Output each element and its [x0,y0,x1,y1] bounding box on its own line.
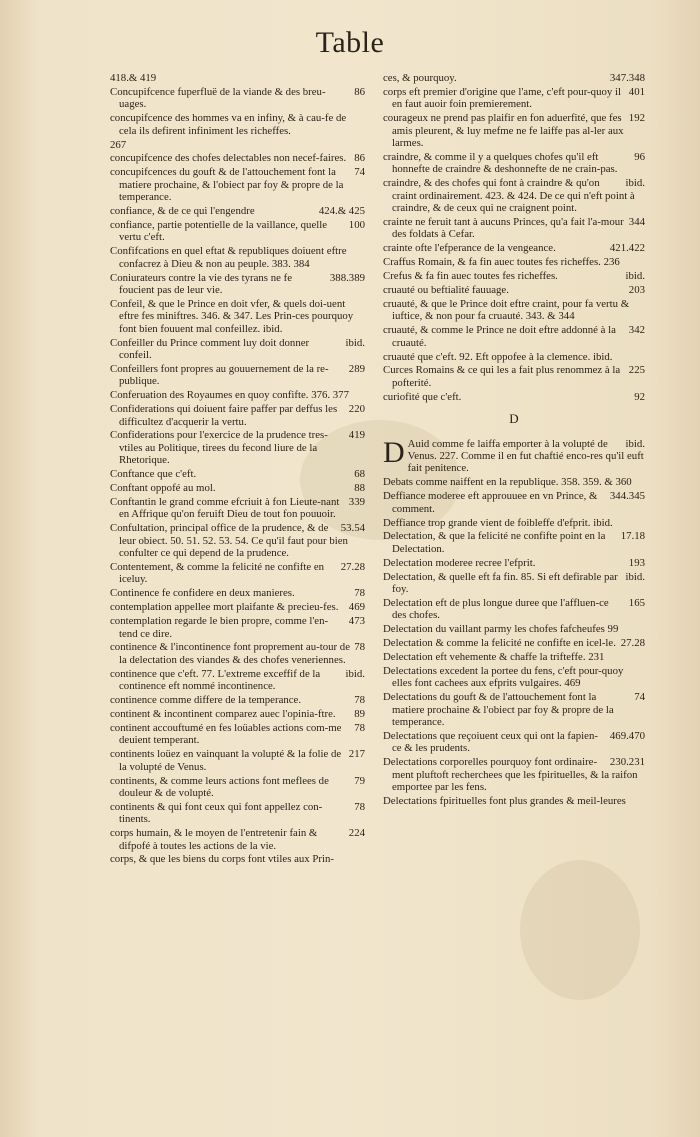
index-entry [110,337,365,362]
page-number: 289 [348,362,365,375]
entry-text: continents loüez en vainquant la volupté & la folie de la volupté de Venus. [110,748,342,773]
entry-text: ces, & pourquoy. [383,72,457,84]
page-number: 469.470 [609,730,645,742]
page-number: ibid. [625,270,645,283]
entry-text: Delectation, & quelle eft fa fin. 85. Si eft defirable par foy. [383,570,618,596]
entry-text: concupifcences du gouft & de l'attouchement font la matiere prochaine, & l'obiect par foy & propre de la temperance. [110,166,344,204]
page-number: 421.422 [609,242,645,255]
index-entry [110,72,365,84]
index-entry [383,756,645,793]
entry-text: continence que c'eft. 77. L'extreme exceffif de la continence eft nommé incontinence. [110,667,321,693]
entry-text: Delectations fpirituelles font plus grandes & meil-leures [383,795,626,808]
entry-text: confiance, & de ce qui l'engendre [110,205,255,218]
entry-text: continence comme differe de la temperance. [110,694,302,707]
index-entry [383,177,645,214]
page-number: 192 [628,112,645,125]
entry-text: Delectation eft de plus longue duree que l'affluen-ce des chofes. [383,596,609,622]
index-entry [383,476,645,488]
page-number: 217 [348,748,365,761]
page-number: ibid. [625,570,645,583]
page-number: 68 [354,468,365,481]
index-entry [110,166,365,203]
page-number: ibid. [625,177,645,190]
entry-text: Continence fe confidere en deux manieres. [110,587,295,600]
index-entry [110,708,365,720]
index-entry [110,615,365,640]
entry-text: Conftant oppofé au mol. [110,482,216,495]
index-entry [110,801,365,826]
page-number: 78 [354,641,365,654]
entry-text: continence & l'incontinence font proprement au-tour de la delectation des viandes & des chofes veneriennes. [110,641,350,666]
page-number: 100 [348,218,365,231]
page-number: 225 [628,364,645,377]
entry-text: continents & qui font ceux qui font appellez con-tinents. [110,800,323,826]
page-number: 344.345 [609,490,645,503]
index-entry [110,468,365,480]
index-entry [383,284,645,296]
index-entry [110,389,365,401]
entry-text: Confeillers font propres au gouuernement de la re-publique. [110,362,329,388]
entry-text: Coniurateurs contre la vie des tyrans ne fe foucient pas de leur vie. [110,271,292,296]
right-column-entries [383,72,645,403]
page-number: 388.389 [329,271,365,284]
entry-text: Deffiance trop grande vient de foibleffe d'efprit. ibid. [383,516,613,529]
entry-text: Crefus & fa fin auec toutes fes richeffes. [383,270,558,283]
page-number: 78 [354,694,365,707]
entry-text: Conftance que c'eft. [110,468,197,481]
index-entry [383,665,645,690]
index-entry [110,587,365,599]
index-entry [383,730,645,755]
index-entry [383,72,645,84]
entry-text: cruauté ou beftialité fauuage. [383,284,509,296]
entry-text: craindre, & comme il y a quelques chofes qu'il eft honnefte de craindre & deshonnefte de ne crain-pas. [383,150,618,176]
entry-text: Delectation moderee recree l'efprit. [383,556,536,569]
entry-text: concupifcence des chofes delectables non necef-faires. [110,152,347,165]
index-entry [383,112,645,149]
entry-text: continent accouftumé en fes loüables actions com-me deuient temperant. [110,721,342,747]
page-number: 342 [628,324,645,337]
entry-text: contemplation regarde le bien propre, comme l'en-tend ce dire. [110,615,329,640]
index-entry [110,363,365,388]
index-entry [110,298,365,335]
entry-text: concupifcence des hommes va en infiny, & à cau-fe de cela ils defirent infiniment les richeffes. [110,112,347,137]
paper-stain [520,860,640,1000]
page-number: 86 [354,152,365,165]
entry-text: cruauté, & que le Prince doit eftre craint, pour fa vertu & iuftice, & non pour fa cruauté. 343. & 344 [383,297,630,323]
index-entry [383,151,645,176]
index-entry [383,364,645,389]
entry-text: cruauté que c'eft. 92. Eft oppofee à la clemence. ibid. [383,350,613,363]
index-entry [110,245,365,270]
entry-text: Craffus Romain, & fa fin auec toutes fes richeffes. 236 [383,256,620,269]
page-number: 165 [628,596,645,609]
index-entry [110,853,365,865]
index-entry [110,775,365,800]
index-entry [383,86,645,111]
entry-text: Confultation, principal office de la prudence, & de leur obiect. 50. 51. 52. 53. 54. Ce qu'il faut pour bien confulter ce qui depend de la prudence. [110,522,348,560]
index-entry [383,651,645,663]
entry-text: Delectation eft vehemente & chaffe la trifteffe. 231 [383,651,605,664]
entry-text: Curces Romains & ce qui les a fait plus renommez à la pofterité. [383,364,621,389]
index-entry [110,522,365,559]
index-entry [110,152,365,164]
index-entry [383,490,645,515]
index-entry [110,205,365,217]
entry-text: corps eft premier d'origine que l'ame, c'eft pour-quoy il en faut auoir foin premierement. [383,85,621,111]
entry-text: Auid comme fe laiffa emporter à la volupté de Venus. 227. Comme il en fut chaftié enco-res qu'il euft fait penitence. [407,437,644,475]
entry-text: Delectations que reçoiuent ceux qui ont la fapien-ce & les prudents. [383,730,598,755]
entry-text: Contentement, & comme la felicité ne confifte en iceluy. [110,561,325,586]
page-number: ibid. [345,667,365,680]
index-entry [110,272,365,297]
page-number: 74 [354,166,365,179]
index-entry [383,242,645,254]
page-number: 27.28 [340,561,365,574]
page-number: 78 [354,587,365,600]
index-entry [110,429,365,466]
page-number: 74 [634,691,645,704]
index-entry [110,219,365,244]
index-entry [383,298,645,323]
page-number: 79 [354,774,365,787]
page-number: 17.18 [620,530,645,543]
index-entry [383,557,645,569]
page-number: 344 [628,215,645,228]
entry-text: Concupifcence fuperfluë de la viande & des breu-uages. [110,85,326,111]
page-number: 473 [348,615,365,628]
entry-text: Conferuation des Royaumes en quoy confifte. 376. 377 [110,389,349,402]
entry-text: Debats comme naiffent en la republique. 358. 359. & 360 [383,476,632,489]
entry-text: Delectation, & que la felicité ne confifte point en la Delectation. [383,530,606,555]
index-entry [110,403,365,428]
page-title: Table [315,26,385,59]
right-column [383,72,645,809]
index-entry [110,482,365,494]
entry-text: craindre, & des chofes qui font à craindre & qu'on craint ordinairement. 423. & 424. De ce qui n'eft point à craindre, & de ceux qui ne craignent point. [383,177,635,215]
page-number: ibid. [345,336,365,349]
section-letter: D [509,411,519,427]
entry-text: corps humain, & le moyen de l'entretenir fain & difpofé à toutes les actions de la vie. [110,827,318,852]
entry-text: Delectations du gouft & de l'attouchement font la matiere prochaine & l'obiect par foy & propre de la temperance. [383,691,614,729]
index-entry [110,112,365,137]
page-number: 224 [348,827,365,840]
page-number: 203 [628,284,645,296]
page-number: 469 [348,601,365,614]
index-entry [383,351,645,363]
index-entry [383,597,645,622]
page-number: 424.& 425 [318,205,365,218]
index-entry [110,601,365,613]
index-entry [110,139,365,151]
page-number: 27.28 [620,637,645,650]
entry-text: continents, & comme leurs actions font meflees de douleur & de volupté. [110,774,329,799]
index-entry [383,216,645,241]
entry-text: cruauté, & comme le Prince ne doit eftre addonné à la cruauté. [383,324,616,349]
index-entry [383,691,645,728]
page-number: 339 [348,496,365,508]
index-entry [383,256,645,268]
index-entry [110,668,365,693]
entry-text: continent & incontinent comparez auec l'opinia-ftre. [110,708,336,720]
index-entry [110,827,365,852]
index-entry [110,748,365,773]
page-number: 78 [354,800,365,813]
entry-text: contemplation appellee mort plaifante & precieu-fes. [110,601,339,614]
entry-text: crainte ne feruit tant à aucuns Princes, qu'a fait l'a-mour des foldats à Cefar. [383,215,624,241]
entry-text: Delectations excedent la portee du fens, c'eft pour-quoy elles font cachees aux efprits vulgaires. 469 [383,664,624,690]
entry-text: Delectation du vaillant parmy les chofes fafcheufes 99 [383,623,619,636]
page-number: 92 [634,390,645,403]
page-number: 193 [628,556,645,569]
index-entry [110,694,365,706]
page-number: 96 [634,150,645,163]
index-entry [383,637,645,649]
page-number: 220 [348,403,365,416]
index-entry [383,270,645,282]
drop-cap: D [383,435,405,469]
page-number: 230.231 [609,756,645,769]
entry-text: 418.& 419 [110,72,157,84]
page-number: 53.54 [340,522,365,535]
index-entry [110,86,365,111]
page-number: 88 [354,482,365,495]
entry-text: Confiderations qui doiuent faire paffer par deffus les difficultez d'acquerir la vertu. [110,403,338,428]
entry-text: confiance, partie potentielle de la vaillance, quelle vertu c'eft. [110,218,328,244]
entry-text: Confeiller du Prince comment luy doit donner confeil. [110,336,310,362]
page-number: 86 [354,85,365,98]
entry-text: Conftantin le grand comme efcriuit à fon Lieute-nant en Affrique qu'on feruift Dieu de tout fon pouuoir. [110,496,340,521]
entry-text: Delectation & comme la felicité ne confifte en icel-le. [383,637,616,650]
entry-text: corps, & que les biens du corps font vtiles aux Prin- [110,853,334,866]
index-entry [110,641,365,666]
page-number: 401 [628,85,645,98]
index-entry [383,435,645,475]
index-entry [383,530,645,555]
page-number: 347.348 [609,72,645,84]
entry-text: crainte ofte l'efperance de la vengeance. [383,242,556,255]
index-entry [383,795,645,807]
index-entry [383,391,645,403]
index-entry [383,517,645,529]
entry-text: Delectations corporelles pourquoy font ordinaire-ment pluftoft recherchees que les fpirituelles, & la raifon emportee par les fens. [383,756,638,794]
index-entry [383,623,645,635]
index-entry [110,561,365,586]
entry-text: Confiderations pour l'exercice de la prudence tres-vtiles au Politique, tirees du fecond liure de la Rhetorique. [110,429,328,467]
index-entry [383,571,645,596]
entry-text: courageux ne prend pas plaifir en fon aduerfité, que fes amis pleurent, & luy mefme ne fe laiffe pas al-ler aux larmes. [383,112,624,150]
index-entry [110,496,365,521]
entry-text: curiofité que c'eft. [383,390,462,403]
index-entry [110,722,365,747]
entry-text: Confeil, & que le Prince en doit vfer, & quels doi-uent eftre fes miniftres. 346. & 347. Les Prin-ces pourquoy font bien fouuent mal confeillez. ibid. [110,297,354,335]
entry-text: 267 [110,138,127,151]
page-number: 78 [354,721,365,734]
entry-text: Deffiance moderee eft approuuee en vn Prince, & comment. [383,490,598,515]
page-number: 419 [348,429,365,442]
entry-text: Confifcations en quel eftat & republiques doiuent eftre confacrez à Dieu & non au peuple. 383. 384 [110,245,347,270]
left-column [110,72,365,867]
index-entry [383,324,645,349]
page-number: ibid. [625,437,645,450]
page-number: 89 [354,708,365,720]
d-section-entries [383,435,645,808]
